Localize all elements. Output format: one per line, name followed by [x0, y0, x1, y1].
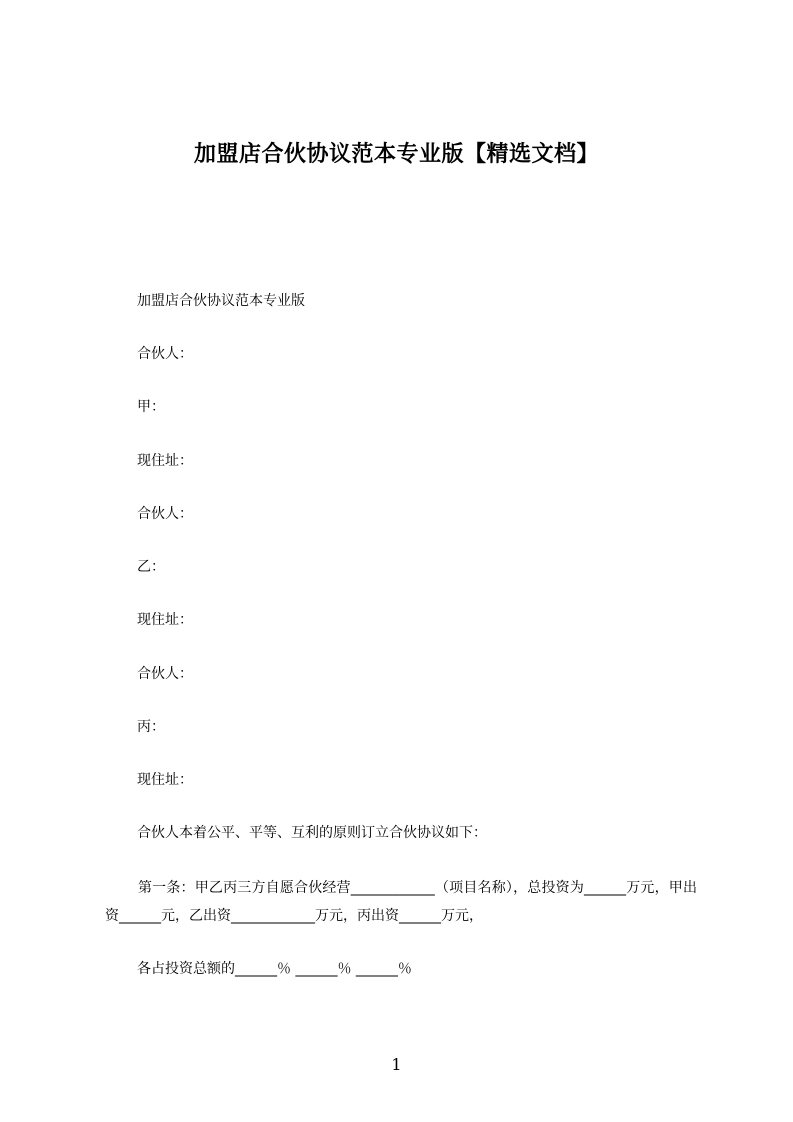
party-c-label: 丙： [137, 719, 165, 735]
document-subtitle: 加盟店合伙协议范本专业版 [137, 293, 305, 309]
article-1-paragraph: 第一条：甲乙丙三方自愿合伙经营____________（项目名称），总投资为______万元，甲出资______元，乙出资____________万元，丙出资______万元， [105, 880, 697, 924]
address-label-1: 现住址： [137, 453, 193, 469]
partner-label-3: 合伙人： [137, 666, 193, 682]
party-a-label: 甲： [137, 399, 165, 415]
address-label-2: 现住址： [137, 612, 193, 628]
investment-shares-line: 各占投资总额的______％ ______％ ______％ [137, 961, 412, 977]
page-number: 1 [391, 1055, 402, 1074]
party-b-label: 乙： [137, 559, 165, 575]
partner-label-1: 合伙人： [137, 346, 193, 362]
agreement-intro: 合伙人本着公平、平等、互利的原则订立合伙协议如下： [137, 825, 487, 841]
address-label-3: 现住址： [137, 772, 193, 788]
document-title: 加盟店合伙协议范本专业版【精选文档】 [193, 142, 599, 167]
partner-label-2: 合伙人： [137, 506, 193, 522]
